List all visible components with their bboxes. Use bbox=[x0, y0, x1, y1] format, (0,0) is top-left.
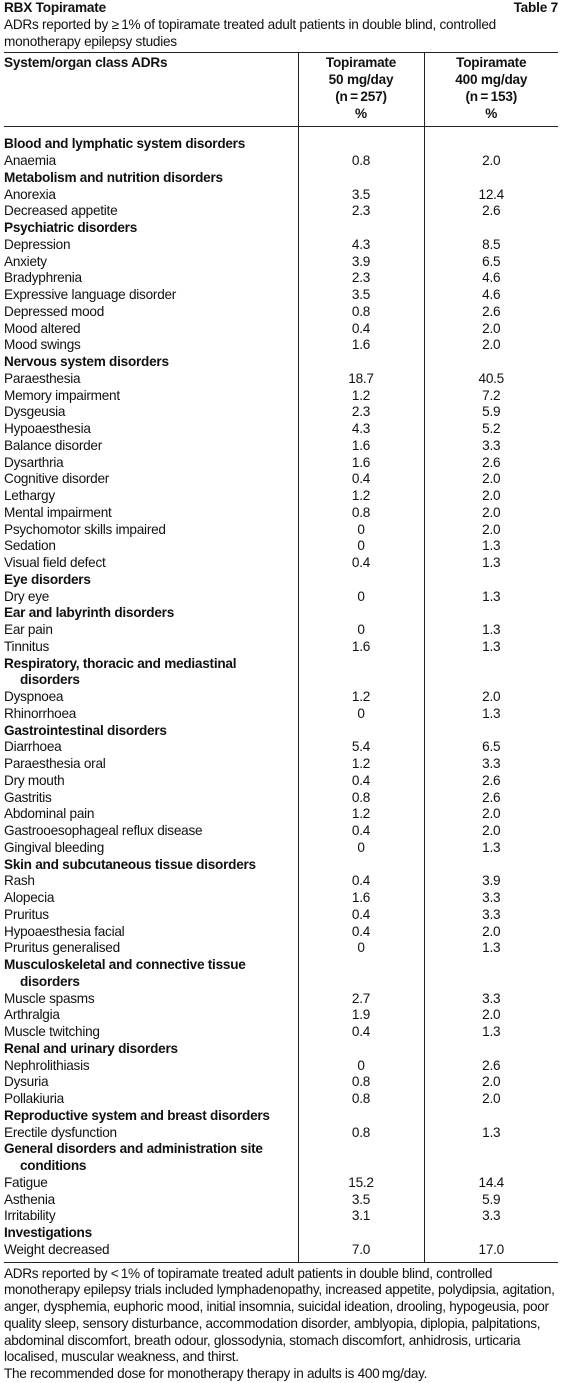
table-row bbox=[4, 254, 558, 271]
value-400mg: 5.9 bbox=[424, 1192, 558, 1209]
value-50mg: 0 bbox=[298, 589, 424, 606]
adr-name: Paraesthesia oral bbox=[4, 756, 106, 771]
adr-name: Ear pain bbox=[4, 622, 53, 637]
value-400mg: 1.3 bbox=[424, 555, 558, 572]
value-400mg: 2.0 bbox=[424, 1007, 558, 1024]
adr-name: Dysgeusia bbox=[4, 404, 66, 420]
value-400mg: 2.0 bbox=[424, 689, 558, 706]
table-number: Table 7 bbox=[513, 0, 558, 15]
category-label bbox=[4, 127, 298, 153]
value-400mg: 2.0 bbox=[424, 1074, 558, 1091]
value-50mg: 0.4 bbox=[298, 773, 424, 790]
adr-name: Balance disorder bbox=[4, 437, 103, 453]
value-400mg: 1.3 bbox=[424, 622, 558, 639]
table-row bbox=[4, 203, 558, 220]
category-label-line: Reproductive system and breast disorders bbox=[4, 1107, 270, 1123]
table-row bbox=[4, 739, 558, 756]
table-row bbox=[4, 237, 558, 254]
value-50mg: 5.4 bbox=[298, 739, 424, 756]
category-label bbox=[4, 572, 298, 589]
value-400mg: 2.0 bbox=[424, 823, 558, 840]
table-body bbox=[4, 127, 558, 1262]
empty-cell bbox=[298, 605, 424, 622]
empty-cell bbox=[298, 354, 424, 371]
value-400mg: 1.3 bbox=[424, 589, 558, 606]
value-400mg: 1.3 bbox=[424, 1125, 558, 1142]
value-400mg: 2.6 bbox=[424, 203, 558, 220]
table-row bbox=[4, 337, 558, 354]
empty-cell bbox=[298, 220, 424, 237]
value-400mg: 40.5 bbox=[424, 371, 558, 388]
adr-name: Arthralgia bbox=[4, 1007, 60, 1023]
adr-name: Dyspnoea bbox=[4, 689, 64, 704]
empty-cell bbox=[298, 1225, 424, 1242]
category-label-line: Eye disorders bbox=[4, 571, 91, 587]
category-row bbox=[4, 656, 558, 690]
value-400mg: 2.0 bbox=[424, 153, 558, 170]
value-50mg: 3.5 bbox=[298, 1192, 424, 1209]
table-row bbox=[4, 840, 558, 857]
adr-name: Cognitive disorder bbox=[4, 471, 110, 487]
adr-name: Rash bbox=[4, 873, 35, 889]
empty-cell bbox=[424, 572, 558, 589]
value-400mg: 2.6 bbox=[424, 1058, 558, 1075]
adr-name: Hypoaesthesia bbox=[4, 421, 91, 436]
empty-cell bbox=[424, 170, 558, 187]
value-50mg: 1.2 bbox=[298, 488, 424, 505]
value-50mg: 3.9 bbox=[298, 254, 424, 271]
value-50mg: 0 bbox=[298, 522, 424, 539]
table-row bbox=[4, 538, 558, 555]
adr-name: Decreased appetite bbox=[4, 203, 118, 219]
empty-cell bbox=[298, 170, 424, 187]
value-400mg: 5.9 bbox=[424, 404, 558, 421]
value-50mg: 1.6 bbox=[298, 438, 424, 455]
adr-name: Psychomotor skills impaired bbox=[4, 521, 166, 537]
value-400mg: 6.5 bbox=[424, 254, 558, 271]
value-400mg: 1.3 bbox=[424, 1024, 558, 1041]
empty-cell bbox=[424, 857, 558, 874]
adr-name: Fatigue bbox=[4, 1174, 48, 1190]
value-400mg: 2.0 bbox=[424, 1091, 558, 1108]
adr-name: Visual field defect bbox=[4, 555, 106, 570]
category-label-line: Gastrointestinal disorders bbox=[4, 722, 167, 738]
category-label bbox=[4, 605, 298, 622]
value-400mg: 3.3 bbox=[424, 991, 558, 1008]
adr-name: Pollakiuria bbox=[4, 1091, 64, 1106]
table-row bbox=[4, 1125, 558, 1142]
value-50mg: 7.0 bbox=[298, 1242, 424, 1262]
category-label bbox=[4, 723, 298, 740]
category-label bbox=[4, 1041, 298, 1058]
value-400mg: 2.0 bbox=[424, 522, 558, 539]
empty-cell bbox=[424, 605, 558, 622]
adr-name: Asthenia bbox=[4, 1191, 55, 1207]
adr-name: Gingival bleeding bbox=[4, 839, 105, 855]
category-row bbox=[4, 723, 558, 740]
adr-name: Mood swings bbox=[4, 337, 81, 353]
category-row bbox=[4, 572, 558, 589]
table-row bbox=[4, 287, 558, 304]
table-row bbox=[4, 488, 558, 505]
value-50mg: 18.7 bbox=[298, 371, 424, 388]
adr-name: Muscle spasms bbox=[4, 990, 95, 1006]
adr-name: Pruritus bbox=[4, 906, 49, 922]
table-row bbox=[4, 924, 558, 941]
table-row bbox=[4, 304, 558, 321]
value-400mg: 8.5 bbox=[424, 237, 558, 254]
adr-name: Rhinorrhoea bbox=[4, 705, 77, 721]
category-row bbox=[4, 127, 558, 153]
table-row bbox=[4, 471, 558, 488]
table-row bbox=[4, 1242, 558, 1262]
value-50mg: 1.6 bbox=[298, 455, 424, 472]
adr-name: Diarrhoea bbox=[4, 739, 62, 755]
value-400mg: 2.0 bbox=[424, 337, 558, 354]
empty-cell bbox=[424, 1041, 558, 1058]
category-label-line: Renal and urinary disorders bbox=[4, 1040, 178, 1056]
adr-name: Lethargy bbox=[4, 488, 55, 503]
table-row bbox=[4, 756, 558, 773]
value-50mg: 3.5 bbox=[298, 187, 424, 204]
table-row bbox=[4, 187, 558, 204]
value-50mg: 3.5 bbox=[298, 287, 424, 304]
value-400mg: 2.0 bbox=[424, 488, 558, 505]
value-50mg: 0.4 bbox=[298, 873, 424, 890]
table-row bbox=[4, 270, 558, 287]
adr-name: Pruritus generalised bbox=[4, 940, 120, 956]
value-50mg: 0 bbox=[298, 1058, 424, 1075]
table-row bbox=[4, 907, 558, 924]
table-row bbox=[4, 1074, 558, 1091]
column-header-400mg-line3: (n = 153) bbox=[465, 88, 518, 104]
category-label bbox=[4, 1141, 298, 1175]
adr-name: Abdominal pain bbox=[4, 806, 95, 822]
value-400mg: 3.3 bbox=[424, 756, 558, 773]
empty-cell bbox=[424, 127, 558, 153]
table-row bbox=[4, 1007, 558, 1024]
column-header-400mg-line4: % bbox=[485, 105, 498, 121]
value-50mg: 1.2 bbox=[298, 689, 424, 706]
adr-name: Erectile dysfunction bbox=[4, 1124, 117, 1140]
adr-name: Irritability bbox=[4, 1208, 56, 1224]
column-header-system-label: System/organ class ADRs bbox=[4, 55, 168, 71]
category-row bbox=[4, 1108, 558, 1125]
table-row bbox=[4, 455, 558, 472]
adr-name: Depression bbox=[4, 236, 71, 252]
value-50mg: 0.8 bbox=[298, 1125, 424, 1142]
empty-cell bbox=[298, 656, 424, 690]
column-header-50mg-line3: (n = 257) bbox=[335, 88, 387, 104]
adr-name: Bradyphrenia bbox=[4, 270, 82, 286]
category-label bbox=[4, 220, 298, 237]
value-50mg: 0.4 bbox=[298, 555, 424, 572]
table-row bbox=[4, 371, 558, 388]
value-50mg: 0.8 bbox=[298, 304, 424, 321]
table-row bbox=[4, 823, 558, 840]
value-400mg: 2.0 bbox=[424, 321, 558, 338]
table-row bbox=[4, 706, 558, 723]
value-50mg: 0 bbox=[298, 940, 424, 957]
empty-cell bbox=[424, 1225, 558, 1242]
category-label-line: Nervous system disorders bbox=[4, 354, 169, 369]
table-row bbox=[4, 1208, 558, 1225]
value-50mg: 0.8 bbox=[298, 1091, 424, 1108]
table-row bbox=[4, 1091, 558, 1108]
value-50mg: 3.1 bbox=[298, 1208, 424, 1225]
table-row bbox=[4, 940, 558, 957]
value-50mg: 2.7 bbox=[298, 991, 424, 1008]
adr-name: Hypoaesthesia facial bbox=[4, 923, 125, 939]
category-row bbox=[4, 354, 558, 371]
value-400mg: 2.0 bbox=[424, 505, 558, 522]
adr-name: Depressed mood bbox=[4, 303, 105, 319]
adr-name: Anorexia bbox=[4, 186, 56, 202]
value-50mg: 0.8 bbox=[298, 153, 424, 170]
column-header-400mg-line1: Topiramate bbox=[456, 55, 527, 71]
value-50mg: 0 bbox=[298, 538, 424, 555]
value-400mg: 5.2 bbox=[424, 421, 558, 438]
value-50mg: 4.3 bbox=[298, 237, 424, 254]
table-row bbox=[4, 1024, 558, 1041]
adr-name: Nephrolithiasis bbox=[4, 1057, 90, 1073]
value-400mg: 3.3 bbox=[424, 907, 558, 924]
empty-cell bbox=[424, 723, 558, 740]
value-50mg: 15.2 bbox=[298, 1175, 424, 1192]
adr-name: Expressive language disorder bbox=[4, 287, 177, 302]
category-row bbox=[4, 857, 558, 874]
value-50mg: 0.8 bbox=[298, 1074, 424, 1091]
value-400mg: 7.2 bbox=[424, 388, 558, 405]
category-row bbox=[4, 1141, 558, 1175]
recommended-dose-note: The recommended dose for monotherapy therapy in adults is 400 mg/day. bbox=[4, 1366, 428, 1381]
adr-name: Memory impairment bbox=[4, 387, 120, 403]
adr-name: Anaemia bbox=[4, 153, 56, 168]
empty-cell bbox=[424, 354, 558, 371]
empty-cell bbox=[298, 857, 424, 874]
empty-cell bbox=[424, 656, 558, 690]
value-400mg: 12.4 bbox=[424, 187, 558, 204]
table-row bbox=[4, 773, 558, 790]
empty-cell bbox=[298, 723, 424, 740]
category-label-line: Metabolism and nutrition disorders bbox=[4, 169, 223, 185]
table-row bbox=[4, 153, 558, 170]
value-50mg: 0 bbox=[298, 840, 424, 857]
column-header-50mg-line1: Topiramate bbox=[325, 55, 397, 71]
value-400mg: 1.3 bbox=[424, 538, 558, 555]
category-label-line: Investigations bbox=[4, 1225, 92, 1240]
value-50mg: 0.8 bbox=[298, 505, 424, 522]
value-400mg: 1.3 bbox=[424, 940, 558, 957]
value-400mg: 2.0 bbox=[424, 806, 558, 823]
footnote bbox=[4, 1266, 558, 1383]
empty-cell bbox=[298, 1041, 424, 1058]
category-label bbox=[4, 354, 298, 371]
value-400mg: 6.5 bbox=[424, 739, 558, 756]
empty-cell bbox=[424, 1108, 558, 1125]
category-label bbox=[4, 1108, 298, 1125]
footnote-text: ADRs reported by < 1% of topiramate treated adult patients in double blind, controlled monotherapy epilepsy trials included lymphadenopathy, increased appetite, polydipsia, agitation, anger, dysphemia, euphoric mood, initial insomnia, suicidal ideation, drooling, hypogeusia, poor quality sleep, sensory disturbance, accommodation disorder, amblyopia, diplopia, palpitations, abdominal discomfort, breath odour, glossodynia, stomach discomfort, anhidrosis, urticaria localised, muscular weakness, and thirst. bbox=[4, 1265, 555, 1365]
value-400mg: 4.6 bbox=[424, 287, 558, 304]
drug-title: RBX Topiramate bbox=[4, 0, 106, 15]
value-50mg: 0.4 bbox=[298, 321, 424, 338]
table-row bbox=[4, 790, 558, 807]
table-row bbox=[4, 806, 558, 823]
value-50mg: 0.8 bbox=[298, 790, 424, 807]
empty-cell bbox=[424, 957, 558, 991]
category-label-line: General disorders and administration site bbox=[4, 1141, 263, 1157]
value-50mg: 1.2 bbox=[298, 388, 424, 405]
table-row bbox=[4, 421, 558, 438]
table-row bbox=[4, 1192, 558, 1209]
adr-name: Alopecia bbox=[4, 890, 55, 905]
column-header-400mg-line2: 400 mg/day bbox=[455, 72, 528, 87]
value-400mg: 2.0 bbox=[424, 471, 558, 488]
category-row bbox=[4, 170, 558, 187]
empty-cell bbox=[298, 572, 424, 589]
value-400mg: 4.6 bbox=[424, 270, 558, 287]
adr-name: Mood altered bbox=[4, 320, 81, 336]
category-label bbox=[4, 1225, 298, 1242]
category-label-line: Skin and subcutaneous tissue disorders bbox=[4, 856, 256, 872]
table-row bbox=[4, 321, 558, 338]
table-row bbox=[4, 991, 558, 1008]
value-50mg: 0.4 bbox=[298, 471, 424, 488]
adr-name: Dry mouth bbox=[4, 772, 65, 788]
value-400mg: 2.6 bbox=[424, 304, 558, 321]
category-label-line: Ear and labyrinth disorders bbox=[4, 605, 175, 621]
category-label-line: Blood and lymphatic system disorders bbox=[4, 136, 246, 152]
category-label-continuation: conditions bbox=[20, 1158, 87, 1173]
value-400mg: 1.3 bbox=[424, 840, 558, 857]
empty-cell bbox=[424, 1141, 558, 1175]
column-header-400mg bbox=[424, 53, 558, 127]
adr-name: Mental impairment bbox=[4, 504, 112, 520]
table-row bbox=[4, 689, 558, 706]
value-50mg: 4.3 bbox=[298, 421, 424, 438]
value-50mg: 2.3 bbox=[298, 270, 424, 287]
table-row bbox=[4, 589, 558, 606]
adr-name: Weight decreased bbox=[4, 1241, 110, 1257]
table-row bbox=[4, 873, 558, 890]
adr-table bbox=[4, 52, 558, 1262]
column-header-system bbox=[4, 53, 298, 127]
value-400mg: 2.6 bbox=[424, 773, 558, 790]
value-400mg: 2.6 bbox=[424, 790, 558, 807]
category-label bbox=[4, 957, 298, 991]
table-row bbox=[4, 388, 558, 405]
adr-name: Tinnitus bbox=[4, 638, 50, 654]
adr-name: Dysuria bbox=[4, 1074, 49, 1090]
value-50mg: 0.4 bbox=[298, 907, 424, 924]
table-row bbox=[4, 555, 558, 572]
value-50mg: 2.3 bbox=[298, 404, 424, 421]
category-row bbox=[4, 1225, 558, 1242]
table-row bbox=[4, 1175, 558, 1192]
value-50mg: 1.9 bbox=[298, 1007, 424, 1024]
category-label bbox=[4, 170, 298, 187]
value-50mg: 0 bbox=[298, 622, 424, 639]
adr-name: Sedation bbox=[4, 538, 56, 554]
column-header-50mg-line2: 50 mg/day bbox=[328, 72, 394, 87]
value-400mg: 3.3 bbox=[424, 438, 558, 455]
value-50mg: 0 bbox=[298, 706, 424, 723]
table-row bbox=[4, 438, 558, 455]
value-50mg: 0.4 bbox=[298, 1024, 424, 1041]
value-400mg: 3.3 bbox=[424, 1208, 558, 1225]
category-label-line: Psychiatric disorders bbox=[4, 220, 138, 235]
value-50mg: 1.2 bbox=[298, 756, 424, 773]
value-400mg: 1.3 bbox=[424, 639, 558, 656]
adr-name: Dysarthria bbox=[4, 454, 64, 470]
table-head-row bbox=[4, 53, 558, 127]
value-50mg: 0.4 bbox=[298, 823, 424, 840]
table-caption: ADRs reported by ≥ 1% of topiramate treated adult patients in double blind, controlled monotherapy epilepsy studies bbox=[4, 16, 496, 49]
table-row bbox=[4, 1058, 558, 1075]
value-50mg: 1.6 bbox=[298, 337, 424, 354]
empty-cell bbox=[298, 127, 424, 153]
category-label bbox=[4, 857, 298, 874]
empty-cell bbox=[424, 220, 558, 237]
value-50mg: 1.6 bbox=[298, 639, 424, 656]
column-header-50mg bbox=[298, 53, 424, 127]
adr-name: Muscle twitching bbox=[4, 1024, 100, 1039]
adr-name: Gastrooesophageal reflux disease bbox=[4, 823, 203, 838]
value-50mg: 1.6 bbox=[298, 890, 424, 907]
table-header-line bbox=[4, 0, 558, 17]
value-400mg: 1.3 bbox=[424, 706, 558, 723]
value-400mg: 3.3 bbox=[424, 890, 558, 907]
table-row bbox=[4, 505, 558, 522]
category-label-line: Musculoskeletal and connective tissue bbox=[4, 957, 246, 972]
category-row bbox=[4, 957, 558, 991]
table-row bbox=[4, 639, 558, 656]
value-50mg: 1.2 bbox=[298, 806, 424, 823]
value-400mg: 17.0 bbox=[424, 1242, 558, 1262]
table-row bbox=[4, 404, 558, 421]
adr-name: Anxiety bbox=[4, 253, 47, 269]
category-label bbox=[4, 656, 298, 690]
table-row bbox=[4, 890, 558, 907]
column-header-50mg-line4: % bbox=[355, 105, 367, 121]
value-400mg: 2.0 bbox=[424, 924, 558, 941]
category-label-continuation: disorders bbox=[20, 672, 80, 688]
category-row bbox=[4, 605, 558, 622]
category-label-line: Respiratory, thoracic and mediastinal bbox=[4, 655, 237, 671]
adr-name: Dry eye bbox=[4, 588, 50, 604]
value-50mg: 0.4 bbox=[298, 924, 424, 941]
value-400mg: 3.9 bbox=[424, 873, 558, 890]
category-row bbox=[4, 1041, 558, 1058]
value-400mg: 2.6 bbox=[424, 455, 558, 472]
empty-cell bbox=[298, 957, 424, 991]
category-label-continuation: disorders bbox=[20, 973, 80, 989]
category-row bbox=[4, 220, 558, 237]
table-row bbox=[4, 622, 558, 639]
adr-name: Paraesthesia bbox=[4, 370, 81, 386]
empty-cell bbox=[298, 1108, 424, 1125]
table-row bbox=[4, 522, 558, 539]
adr-name: Gastritis bbox=[4, 789, 52, 805]
value-50mg: 2.3 bbox=[298, 203, 424, 220]
empty-cell bbox=[298, 1141, 424, 1175]
value-400mg: 14.4 bbox=[424, 1175, 558, 1192]
